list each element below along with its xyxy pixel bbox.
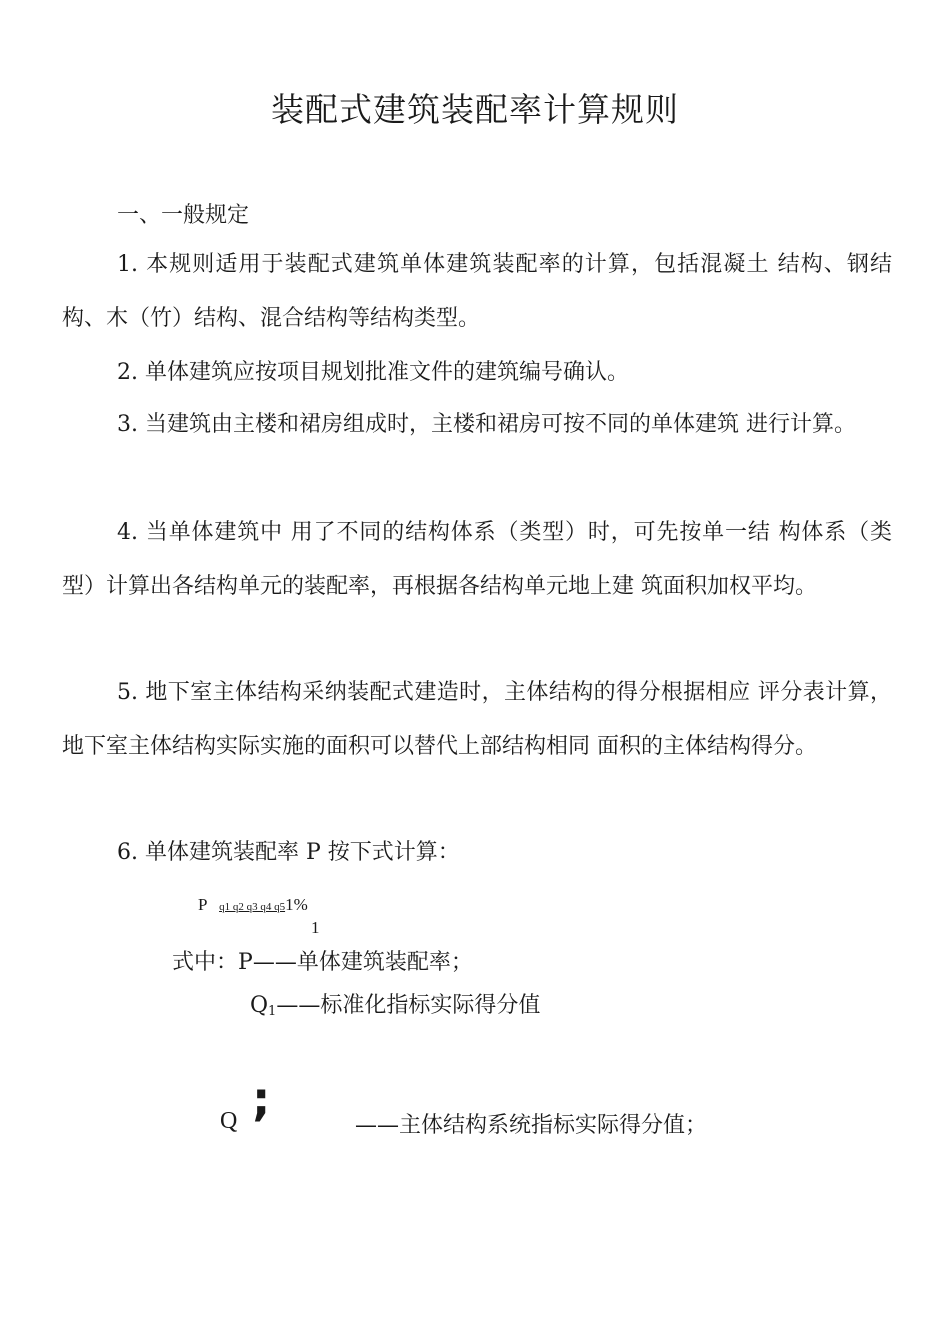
q1-subscript: 1: [268, 1004, 277, 1019]
rule-paragraph-4: 4. 当单体建筑中 用了不同的结构体系（类型）时，可先按单一结 构体系（类型）计算出各结构单元的装配率，再根据各结构单元地上建 筑面积加权平均。: [62, 520, 892, 599]
q1-definition-text: ——标准化指标实际得分值: [276, 993, 541, 1018]
rule-paragraph-6: 6. 单体建筑装配率 P 按下式计算：: [117, 840, 460, 865]
rule-paragraph-5: 5. 地下室主体结构采纳装配式建造时，主体结构的得分根据相应 评分表计算，地下室主体结构实际实施的面积可以替代上部结构相同 面积的主体结构得分。: [62, 680, 892, 759]
q1-letter: Q: [250, 993, 269, 1018]
q2-definition-text: ——主体结构系统指标实际得分值；: [355, 1113, 708, 1138]
formula: [198, 895, 308, 915]
formula-lhs: P: [198, 895, 207, 914]
q2-mark: ;: [252, 1072, 271, 1126]
formula-denominator: 1: [311, 918, 320, 937]
rule-paragraph-3: 3. 当建筑由主楼和裙房组成时，主楼和裙房可按不同的单体建筑 进行计算。: [117, 412, 856, 437]
rule-paragraph-1: 1. 本规则适用于装配式建筑单体建筑装配率的计算，包括混凝土 结构、钢结构、木（竹）结构、混合结构等结构类型。: [62, 252, 892, 331]
where-prefix: 式中：: [172, 950, 239, 975]
document-title: 装配式建筑装配率计算规则: [271, 90, 679, 129]
formula-numerator: q1 q2 q3 q4 q5: [219, 901, 286, 913]
q2-letter: Q: [220, 1108, 238, 1134]
section-heading: 一、一般规定: [117, 203, 250, 228]
formula-suffix: 1%: [285, 895, 308, 914]
definition-p: [172, 945, 473, 976]
rule-paragraph-2: 2. 单体建筑应按项目规划批准文件的建筑编号确认。: [117, 360, 629, 385]
p-definition-text: P——单体建筑装配率；: [238, 950, 473, 975]
definition-q1: [250, 988, 540, 1019]
